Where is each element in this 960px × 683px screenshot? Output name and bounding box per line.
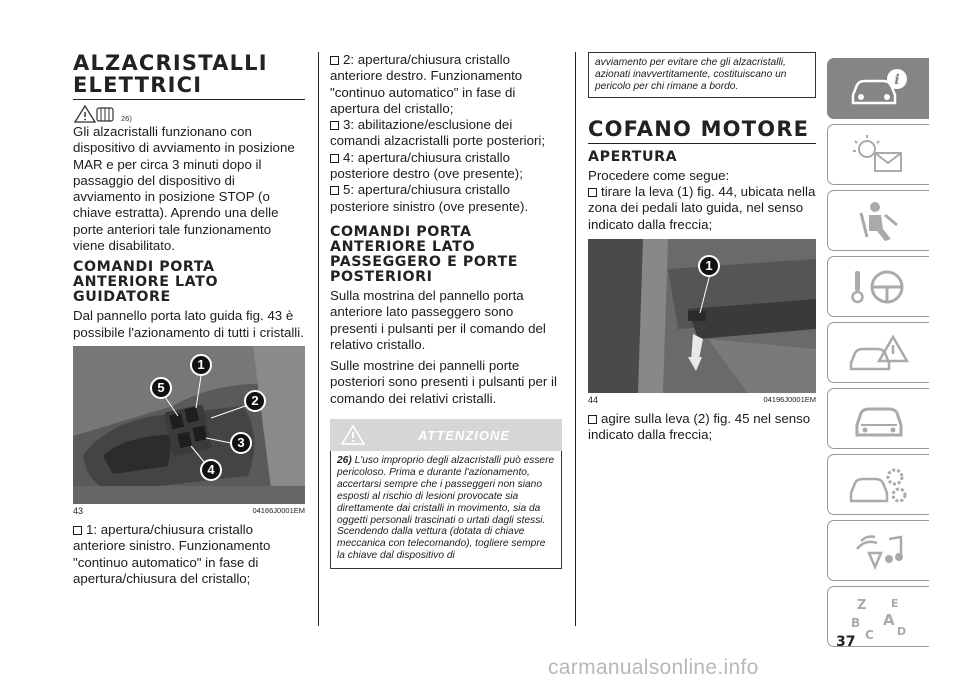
bullet-square-icon <box>330 121 339 130</box>
passenger-door-paragraph-1: Sulla mostrina del pannello porta anteriore lato passeggero sono presenti i pulsanti per il comando del relativo cristallo. <box>330 287 546 352</box>
svg-text:i: i <box>893 71 900 88</box>
index-letter: E <box>890 596 899 610</box>
continued-attention-text: avviamento per evitare che gli alzacristalli, azionati inavvertitamente, costituiscano un pericolo per chi rimane a bordo. <box>595 57 787 92</box>
attention-box <box>330 451 562 569</box>
chapter-sidebar <box>827 58 929 652</box>
multimedia-icon <box>847 527 911 575</box>
bullet-item <box>330 182 562 215</box>
watermark: carmanualsonline.info <box>548 656 759 679</box>
index-letter: B <box>850 615 860 630</box>
tab-car-gears[interactable] <box>827 454 929 515</box>
index-letter: D <box>896 624 906 638</box>
bullet-square-icon <box>73 526 82 535</box>
figure-caption <box>588 395 816 405</box>
bullet-item <box>330 117 562 150</box>
figure-43-door-panel <box>73 346 305 504</box>
tab-car-warning[interactable] <box>827 322 929 383</box>
callout-4: 4 <box>200 459 222 481</box>
subsection-title-apertura: APERTURA <box>588 148 678 165</box>
callout-1: 1 <box>698 255 720 277</box>
tab-car-service[interactable] <box>827 388 929 449</box>
attention-text <box>337 455 555 562</box>
figure-number: 44 <box>588 394 599 405</box>
car-service-icon <box>847 395 911 443</box>
bullet-item <box>73 522 305 587</box>
passenger-door-paragraph-2: Sulle mostrine dei pannelli porte posteriori sono presenti i pulsanti per il comando dei relativi cristalli. <box>330 358 557 406</box>
figure-44-hood-lever <box>588 239 816 393</box>
warning-note-row <box>73 104 305 124</box>
bullet-item <box>588 411 816 444</box>
bullet-text: 5: apertura/chiusura cristallo posteriore sinistro (ove presente). <box>330 182 529 214</box>
seat-airbag-icon <box>847 197 911 245</box>
bullet-text: agire sulla leva (2) fig. 45 nel senso indicato dalla freccia; <box>588 410 811 443</box>
section-title-cofano: COFANO MOTORE <box>588 118 816 144</box>
bullet-square-icon <box>330 186 339 195</box>
section-title-passenger-door: COMANDI PORTA ANTERIORE LATO PASSEGGERO E PORTE POSTERIORI <box>330 223 519 285</box>
section-title-alzacristalli: ALZACRISTALLI ELETTRICI <box>73 52 305 100</box>
bullet-square-icon <box>588 415 597 424</box>
section-title-driver-door: COMANDI PORTA ANTERIORE LATO GUIDATORE <box>73 259 219 306</box>
bullet-text: 4: apertura/chiusura cristallo posteriore destro (ove presente); <box>330 149 523 182</box>
bullet-item <box>588 184 816 233</box>
alphabet-index-icon <box>847 593 911 641</box>
bullet-square-icon <box>330 56 339 65</box>
figure-number: 43 <box>73 505 84 516</box>
bullet-item <box>330 52 562 117</box>
index-letter: C <box>864 627 874 641</box>
tab-key-steering[interactable] <box>827 256 929 317</box>
tab-seat-airbag[interactable] <box>827 190 929 251</box>
callout-2: 2 <box>244 390 266 412</box>
tab-lights-message[interactable] <box>827 124 929 185</box>
car-warning-icon <box>847 329 911 377</box>
procedure-intro: Procedere come segue: <box>588 167 730 183</box>
index-letter: A <box>882 610 895 629</box>
callout-3: 3 <box>230 432 252 454</box>
note-reference: 26) <box>121 114 132 123</box>
page-number: 37 <box>836 634 856 650</box>
column-divider <box>575 52 576 626</box>
callout-1: 1 <box>190 354 212 376</box>
column-3 <box>588 52 816 444</box>
figure-code: 04196J0001EM <box>763 394 816 404</box>
figure-code: 04166J0001EM <box>252 505 305 515</box>
intro-paragraph: Gli alzacristalli funzionano con dispositivo di avviamento in posizione MAR e per circa 3 minuti dopo il passaggio del dispositivo di avviamento in posizione STOP (o chiave estratta). Aprendo una delle porte anteriori tale funzionamento viene disabilitato. <box>73 124 295 254</box>
bullet-square-icon <box>330 154 339 163</box>
bullet-text: 2: apertura/chiusura cristallo anteriore destro. Funzionamento "continuo automatico" in fase di apertura del cristallo; <box>330 52 523 116</box>
attention-title: ATTENZIONE <box>417 427 511 443</box>
bullet-text: tirare la leva (1) fig. 44, ubicata nella zona dei pedali lato guida, nel senso indicato dalla freccia; <box>588 184 816 232</box>
key-steering-icon <box>847 263 911 311</box>
attention-header <box>330 419 562 451</box>
attention-ref: 26) <box>337 455 352 467</box>
bullet-text: 3: abilitazione/esclusione dei comandi alzacristalli porte posteriori; <box>330 117 546 149</box>
bullet-text: 1: apertura/chiusura cristallo anteriore sinistro. Funzionamento "continuo automatico" in fase di apertura/chiusura del cristallo; <box>73 521 271 586</box>
car-gears-icon <box>847 461 911 509</box>
tab-car-info[interactable] <box>827 58 929 119</box>
bullet-item <box>330 150 562 183</box>
bullet-square-icon <box>588 188 597 197</box>
lights-message-icon <box>847 131 911 179</box>
continued-attention-box <box>588 52 816 98</box>
column-divider <box>318 52 319 626</box>
tab-multimedia[interactable] <box>827 520 929 581</box>
callout-5: 5 <box>150 377 172 399</box>
window-warning-icon <box>73 104 115 124</box>
car-info-icon <box>847 65 911 113</box>
door-panel-illustration <box>73 346 305 504</box>
figure-caption <box>73 506 305 516</box>
driver-door-paragraph: Dal pannello porta lato guida fig. 43 è possibile l'azionamento di tutti i cristalli. <box>73 308 304 340</box>
attention-body: L'uso improprio degli alzacristalli può essere pericoloso. Prima e durante l'azionamento, accertarsi sempre che i passeggeri non siano esposti al rischio di lesioni provocate sia direttamente dai cristalli in movimento, sia da oggetti personali trascinati o urtati dagli stessi. Scendendo dalla vettura (dotata di chiave meccanica con telecomando), togliere sempre la chiave dal dispositivo di <box>337 455 555 562</box>
column-1 <box>73 52 305 587</box>
column-2 <box>330 52 562 569</box>
index-letter: Z <box>856 597 866 613</box>
